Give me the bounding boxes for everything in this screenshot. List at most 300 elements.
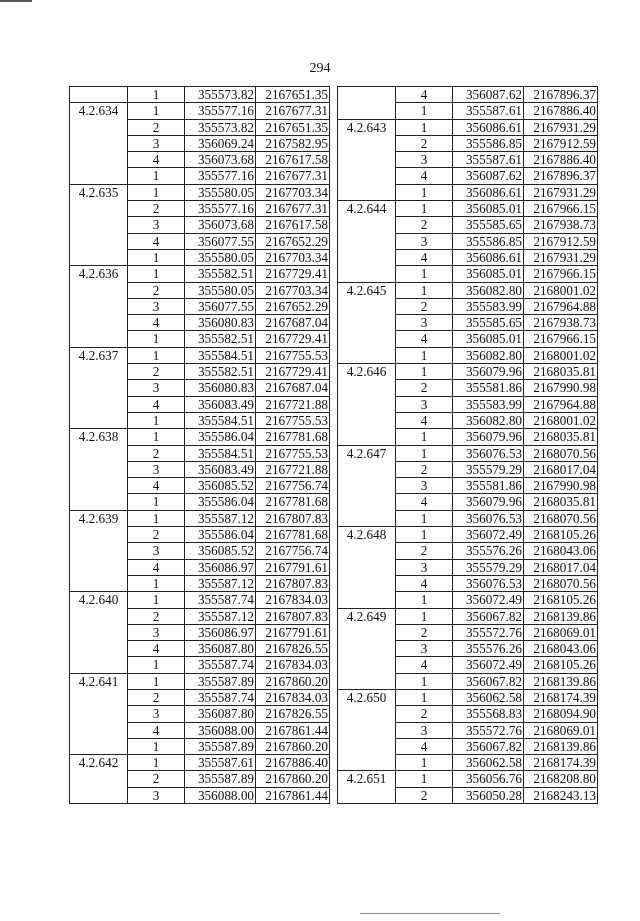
- x-coordinate-cell: 356087.62: [453, 87, 524, 103]
- y-coordinate-cell: 2168243.13: [524, 787, 598, 803]
- table-row: [338, 592, 598, 608]
- x-coordinate-cell: 355568.83: [453, 706, 524, 722]
- x-coordinate-cell: 355584.51: [185, 347, 256, 363]
- point-number-cell: 1: [128, 331, 185, 347]
- point-number-cell: 1: [396, 364, 453, 380]
- point-number-cell: 4: [396, 87, 453, 103]
- y-coordinate-cell: 2167677.31: [256, 103, 330, 119]
- section-number-cell: 4.2.650: [338, 689, 396, 705]
- x-coordinate-cell: 356076.53: [453, 510, 524, 526]
- table-row: [338, 461, 598, 477]
- table-row: [338, 706, 598, 722]
- section-number-cell: 4.2.651: [338, 771, 396, 787]
- x-coordinate-cell: 356086.61: [453, 184, 524, 200]
- point-number-cell: 1: [128, 657, 185, 673]
- point-number-cell: 4: [396, 494, 453, 510]
- x-coordinate-cell: 355581.86: [453, 380, 524, 396]
- x-coordinate-cell: 355587.61: [453, 103, 524, 119]
- x-coordinate-cell: 355587.12: [185, 575, 256, 591]
- x-coordinate-cell: 355587.89: [185, 738, 256, 754]
- table-row: [338, 494, 598, 510]
- point-number-cell: 2: [396, 787, 453, 803]
- scan-mark-top-left: [0, 0, 32, 2]
- x-coordinate-cell: 356087.62: [453, 168, 524, 184]
- section-number-cell: 4.2.636: [70, 266, 128, 282]
- table-row: [338, 478, 598, 494]
- x-coordinate-cell: 355581.86: [453, 478, 524, 494]
- x-coordinate-cell: 355587.74: [185, 689, 256, 705]
- table-row: [338, 347, 598, 363]
- table-row: [338, 787, 598, 803]
- table-row: [338, 119, 598, 135]
- section-number-cell: [338, 298, 396, 314]
- section-number-cell: [338, 510, 396, 526]
- y-coordinate-cell: 2168070.56: [524, 575, 598, 591]
- point-number-cell: 1: [396, 429, 453, 445]
- section-number-cell: [70, 608, 128, 624]
- point-number-cell: 1: [396, 282, 453, 298]
- section-number-cell: [338, 787, 396, 803]
- point-number-cell: 2: [128, 282, 185, 298]
- table-row: [70, 168, 330, 184]
- table-row: [338, 575, 598, 591]
- table-row: [70, 282, 330, 298]
- section-number-cell: 4.2.643: [338, 119, 396, 135]
- y-coordinate-cell: 2167834.03: [256, 592, 330, 608]
- x-coordinate-cell: 356056.76: [453, 771, 524, 787]
- x-coordinate-cell: 356085.01: [453, 331, 524, 347]
- section-number-cell: [338, 478, 396, 494]
- x-coordinate-cell: 355587.61: [185, 755, 256, 771]
- section-number-cell: [70, 657, 128, 673]
- point-number-cell: 1: [128, 494, 185, 510]
- table-row: [70, 201, 330, 217]
- table-row: [338, 673, 598, 689]
- scan-mark-bottom: [360, 913, 500, 914]
- point-number-cell: 2: [396, 543, 453, 559]
- x-coordinate-cell: 355580.05: [185, 184, 256, 200]
- table-row: [70, 152, 330, 168]
- x-coordinate-cell: 355583.99: [453, 396, 524, 412]
- y-coordinate-cell: 2167755.53: [256, 445, 330, 461]
- table-row: [70, 494, 330, 510]
- section-number-cell: [338, 559, 396, 575]
- point-number-cell: 3: [396, 641, 453, 657]
- y-coordinate-cell: 2167861.44: [256, 787, 330, 803]
- table-row: [70, 592, 330, 608]
- point-number-cell: 2: [396, 217, 453, 233]
- table-row: [338, 559, 598, 575]
- x-coordinate-cell: 356086.61: [453, 119, 524, 135]
- section-number-cell: 4.2.645: [338, 282, 396, 298]
- x-coordinate-cell: 356085.01: [453, 266, 524, 282]
- point-number-cell: 1: [396, 510, 453, 526]
- x-coordinate-cell: 355586.04: [185, 494, 256, 510]
- table-row: [338, 527, 598, 543]
- section-number-cell: [70, 575, 128, 591]
- section-number-cell: [338, 168, 396, 184]
- y-coordinate-cell: 2167781.68: [256, 429, 330, 445]
- y-coordinate-cell: 2167617.58: [256, 152, 330, 168]
- table-row: [70, 755, 330, 771]
- point-number-cell: 4: [396, 331, 453, 347]
- point-number-cell: 1: [396, 201, 453, 217]
- x-coordinate-cell: 355587.89: [185, 771, 256, 787]
- table-row: [70, 103, 330, 119]
- x-coordinate-cell: 356086.97: [185, 624, 256, 640]
- x-coordinate-cell: 356050.28: [453, 787, 524, 803]
- section-number-cell: [338, 575, 396, 591]
- y-coordinate-cell: 2168139.86: [524, 608, 598, 624]
- section-number-cell: 4.2.637: [70, 347, 128, 363]
- x-coordinate-cell: 355580.05: [185, 249, 256, 265]
- table-row: [70, 87, 330, 103]
- page-number: 294: [309, 61, 331, 76]
- point-number-cell: 2: [128, 608, 185, 624]
- x-coordinate-cell: 356073.68: [185, 152, 256, 168]
- x-coordinate-cell: 355583.99: [453, 298, 524, 314]
- x-coordinate-cell: 356067.82: [453, 673, 524, 689]
- point-number-cell: 4: [128, 315, 185, 331]
- x-coordinate-cell: 355577.16: [185, 103, 256, 119]
- x-coordinate-cell: 355587.89: [185, 673, 256, 689]
- table-row: [338, 331, 598, 347]
- x-coordinate-cell: 356079.96: [453, 494, 524, 510]
- x-coordinate-cell: 356080.83: [185, 315, 256, 331]
- point-number-cell: 4: [128, 233, 185, 249]
- y-coordinate-cell: 2167886.40: [256, 755, 330, 771]
- point-number-cell: 1: [128, 510, 185, 526]
- section-number-cell: [338, 152, 396, 168]
- point-number-cell: 1: [128, 87, 185, 103]
- point-number-cell: 1: [128, 429, 185, 445]
- x-coordinate-cell: 355586.04: [185, 527, 256, 543]
- section-number-cell: [70, 135, 128, 151]
- y-coordinate-cell: 2167990.98: [524, 380, 598, 396]
- section-number-cell: [338, 657, 396, 673]
- x-coordinate-cell: 356079.96: [453, 364, 524, 380]
- point-number-cell: 3: [128, 787, 185, 803]
- y-coordinate-cell: 2167964.88: [524, 396, 598, 412]
- point-number-cell: 4: [396, 249, 453, 265]
- y-coordinate-cell: 2168174.39: [524, 689, 598, 705]
- table-row: [70, 249, 330, 265]
- x-coordinate-cell: 356062.58: [453, 689, 524, 705]
- section-number-cell: 4.2.639: [70, 510, 128, 526]
- table-row: [70, 429, 330, 445]
- y-coordinate-cell: 2167990.98: [524, 478, 598, 494]
- section-number-cell: [338, 673, 396, 689]
- table-row: [70, 347, 330, 363]
- point-number-cell: 4: [128, 478, 185, 494]
- y-coordinate-cell: 2168070.56: [524, 445, 598, 461]
- section-number-cell: [70, 315, 128, 331]
- section-number-cell: [70, 624, 128, 640]
- point-number-cell: 1: [396, 103, 453, 119]
- point-number-cell: 3: [128, 380, 185, 396]
- section-number-cell: [338, 135, 396, 151]
- table-row: [70, 315, 330, 331]
- x-coordinate-cell: 355573.82: [185, 119, 256, 135]
- table-row: [70, 575, 330, 591]
- point-number-cell: 3: [396, 233, 453, 249]
- x-coordinate-cell: 355587.74: [185, 657, 256, 673]
- section-number-cell: [70, 380, 128, 396]
- section-number-cell: [70, 641, 128, 657]
- point-number-cell: 1: [128, 103, 185, 119]
- x-coordinate-cell: 355586.85: [453, 233, 524, 249]
- y-coordinate-cell: 2167791.61: [256, 559, 330, 575]
- point-number-cell: 1: [396, 771, 453, 787]
- y-coordinate-cell: 2167703.34: [256, 249, 330, 265]
- y-coordinate-cell: 2167687.04: [256, 315, 330, 331]
- y-coordinate-cell: 2167791.61: [256, 624, 330, 640]
- point-number-cell: 3: [396, 559, 453, 575]
- section-number-cell: [70, 738, 128, 754]
- table-row: [70, 722, 330, 738]
- y-coordinate-cell: 2167860.20: [256, 673, 330, 689]
- x-coordinate-cell: 355572.76: [453, 722, 524, 738]
- section-number-cell: [338, 412, 396, 428]
- section-number-cell: [338, 706, 396, 722]
- point-number-cell: 3: [128, 706, 185, 722]
- point-number-cell: 1: [128, 168, 185, 184]
- y-coordinate-cell: 2168069.01: [524, 624, 598, 640]
- section-number-cell: [338, 315, 396, 331]
- section-number-cell: 4.2.642: [70, 755, 128, 771]
- y-coordinate-cell: 2168035.81: [524, 364, 598, 380]
- table-row: [70, 412, 330, 428]
- section-number-cell: [338, 217, 396, 233]
- x-coordinate-cell: 355584.51: [185, 445, 256, 461]
- point-number-cell: 4: [128, 559, 185, 575]
- section-number-cell: 4.2.649: [338, 608, 396, 624]
- y-coordinate-cell: 2167729.41: [256, 331, 330, 347]
- point-number-cell: 1: [396, 119, 453, 135]
- x-coordinate-cell: 356062.58: [453, 755, 524, 771]
- point-number-cell: 2: [128, 689, 185, 705]
- table-row: [70, 478, 330, 494]
- table-row: [70, 641, 330, 657]
- section-number-cell: [70, 478, 128, 494]
- table-row: [70, 527, 330, 543]
- y-coordinate-cell: 2167938.73: [524, 217, 598, 233]
- y-coordinate-cell: 2167677.31: [256, 168, 330, 184]
- x-coordinate-cell: 355582.51: [185, 331, 256, 347]
- section-number-cell: [338, 738, 396, 754]
- table-row: [338, 412, 598, 428]
- x-coordinate-cell: 356082.80: [453, 347, 524, 363]
- table-row: [70, 364, 330, 380]
- point-number-cell: 2: [128, 445, 185, 461]
- table-row: [70, 135, 330, 151]
- y-coordinate-cell: 2168043.06: [524, 641, 598, 657]
- x-coordinate-cell: 355582.51: [185, 266, 256, 282]
- section-number-cell: [70, 168, 128, 184]
- y-coordinate-cell: 2168105.26: [524, 592, 598, 608]
- point-number-cell: 3: [128, 624, 185, 640]
- section-number-cell: 4.2.646: [338, 364, 396, 380]
- y-coordinate-cell: 2167652.29: [256, 233, 330, 249]
- x-coordinate-cell: 355587.12: [185, 608, 256, 624]
- y-coordinate-cell: 2167931.29: [524, 249, 598, 265]
- section-number-cell: [70, 152, 128, 168]
- y-coordinate-cell: 2167721.88: [256, 461, 330, 477]
- point-number-cell: 1: [128, 184, 185, 200]
- table-row: [70, 689, 330, 705]
- section-number-cell: [338, 396, 396, 412]
- table-row: [70, 266, 330, 282]
- section-number-cell: [70, 233, 128, 249]
- section-number-cell: [70, 706, 128, 722]
- x-coordinate-cell: 356067.82: [453, 738, 524, 754]
- y-coordinate-cell: 2168001.02: [524, 412, 598, 428]
- y-coordinate-cell: 2167729.41: [256, 266, 330, 282]
- x-coordinate-cell: 356087.80: [185, 706, 256, 722]
- x-coordinate-cell: 355587.12: [185, 510, 256, 526]
- y-coordinate-cell: 2167755.53: [256, 347, 330, 363]
- table-row: [338, 543, 598, 559]
- point-number-cell: 4: [396, 738, 453, 754]
- x-coordinate-cell: 356072.49: [453, 592, 524, 608]
- y-coordinate-cell: 2168174.39: [524, 755, 598, 771]
- section-number-cell: [338, 233, 396, 249]
- y-coordinate-cell: 2167931.29: [524, 119, 598, 135]
- point-number-cell: 2: [128, 119, 185, 135]
- table-row: [338, 217, 598, 233]
- section-number-cell: [338, 641, 396, 657]
- y-coordinate-cell: 2167729.41: [256, 364, 330, 380]
- point-number-cell: 3: [396, 722, 453, 738]
- y-coordinate-cell: 2167703.34: [256, 282, 330, 298]
- x-coordinate-cell: 356087.80: [185, 641, 256, 657]
- point-number-cell: 2: [128, 364, 185, 380]
- point-number-cell: 2: [128, 527, 185, 543]
- point-number-cell: 3: [128, 135, 185, 151]
- y-coordinate-cell: 2168105.26: [524, 657, 598, 673]
- y-coordinate-cell: 2167860.20: [256, 738, 330, 754]
- section-number-cell: [70, 461, 128, 477]
- table-row: [70, 396, 330, 412]
- table-row: [338, 510, 598, 526]
- y-coordinate-cell: 2167964.88: [524, 298, 598, 314]
- x-coordinate-cell: 355587.74: [185, 592, 256, 608]
- y-coordinate-cell: 2167938.73: [524, 315, 598, 331]
- section-number-cell: 4.2.640: [70, 592, 128, 608]
- table-row: [338, 184, 598, 200]
- x-coordinate-cell: 355580.05: [185, 282, 256, 298]
- section-number-cell: [70, 494, 128, 510]
- point-number-cell: 3: [128, 298, 185, 314]
- y-coordinate-cell: 2167781.68: [256, 494, 330, 510]
- table-row: [70, 184, 330, 200]
- table-row: [70, 673, 330, 689]
- x-coordinate-cell: 356080.83: [185, 380, 256, 396]
- x-coordinate-cell: 355579.29: [453, 461, 524, 477]
- x-coordinate-cell: 356077.55: [185, 298, 256, 314]
- x-coordinate-cell: 355586.04: [185, 429, 256, 445]
- table-row: [70, 657, 330, 673]
- y-coordinate-cell: 2167756.74: [256, 478, 330, 494]
- y-coordinate-cell: 2167886.40: [524, 152, 598, 168]
- point-number-cell: 1: [128, 347, 185, 363]
- section-number-cell: 4.2.644: [338, 201, 396, 217]
- x-coordinate-cell: 356085.52: [185, 543, 256, 559]
- y-coordinate-cell: 2168043.06: [524, 543, 598, 559]
- point-number-cell: 4: [396, 412, 453, 428]
- point-number-cell: 3: [128, 217, 185, 233]
- section-number-cell: [70, 87, 128, 103]
- y-coordinate-cell: 2167860.20: [256, 771, 330, 787]
- section-number-cell: [338, 184, 396, 200]
- x-coordinate-cell: 355579.29: [453, 559, 524, 575]
- point-number-cell: 4: [396, 168, 453, 184]
- point-number-cell: 1: [396, 608, 453, 624]
- y-coordinate-cell: 2167966.15: [524, 201, 598, 217]
- section-number-cell: 4.2.634: [70, 103, 128, 119]
- section-number-cell: [70, 396, 128, 412]
- y-coordinate-cell: 2168001.02: [524, 347, 598, 363]
- x-coordinate-cell: 356076.53: [453, 575, 524, 591]
- point-number-cell: 1: [128, 412, 185, 428]
- table-row: [70, 787, 330, 803]
- point-number-cell: 3: [396, 478, 453, 494]
- point-number-cell: 2: [396, 461, 453, 477]
- table-row: [338, 152, 598, 168]
- x-coordinate-cell: 356077.55: [185, 233, 256, 249]
- point-number-cell: 2: [396, 706, 453, 722]
- point-number-cell: 1: [396, 592, 453, 608]
- table-row: [338, 298, 598, 314]
- x-coordinate-cell: 356079.96: [453, 429, 524, 445]
- x-coordinate-cell: 355585.65: [453, 217, 524, 233]
- point-number-cell: 3: [128, 543, 185, 559]
- y-coordinate-cell: 2168070.56: [524, 510, 598, 526]
- section-number-cell: [338, 461, 396, 477]
- y-coordinate-cell: 2168017.04: [524, 461, 598, 477]
- x-coordinate-cell: 356082.80: [453, 282, 524, 298]
- point-number-cell: 4: [128, 722, 185, 738]
- y-coordinate-cell: 2167912.59: [524, 135, 598, 151]
- section-number-cell: [338, 266, 396, 282]
- y-coordinate-cell: 2167861.44: [256, 722, 330, 738]
- point-number-cell: 2: [396, 135, 453, 151]
- point-number-cell: 2: [396, 624, 453, 640]
- point-number-cell: 1: [128, 266, 185, 282]
- table-row: [70, 706, 330, 722]
- section-number-cell: [338, 494, 396, 510]
- table-row: [70, 380, 330, 396]
- y-coordinate-cell: 2167755.53: [256, 412, 330, 428]
- point-number-cell: 1: [396, 184, 453, 200]
- table-row: [338, 87, 598, 103]
- table-row: [338, 689, 598, 705]
- table-row: [70, 543, 330, 559]
- x-coordinate-cell: 356086.97: [185, 559, 256, 575]
- section-number-cell: [70, 249, 128, 265]
- point-number-cell: 1: [396, 527, 453, 543]
- table-row: [338, 771, 598, 787]
- table-row: [338, 249, 598, 265]
- point-number-cell: 1: [128, 673, 185, 689]
- x-coordinate-cell: 355572.76: [453, 624, 524, 640]
- point-number-cell: 2: [128, 201, 185, 217]
- y-coordinate-cell: 2167896.37: [524, 87, 598, 103]
- y-coordinate-cell: 2167834.03: [256, 657, 330, 673]
- point-number-cell: 1: [128, 755, 185, 771]
- x-coordinate-cell: 356082.80: [453, 412, 524, 428]
- x-coordinate-cell: 356083.49: [185, 461, 256, 477]
